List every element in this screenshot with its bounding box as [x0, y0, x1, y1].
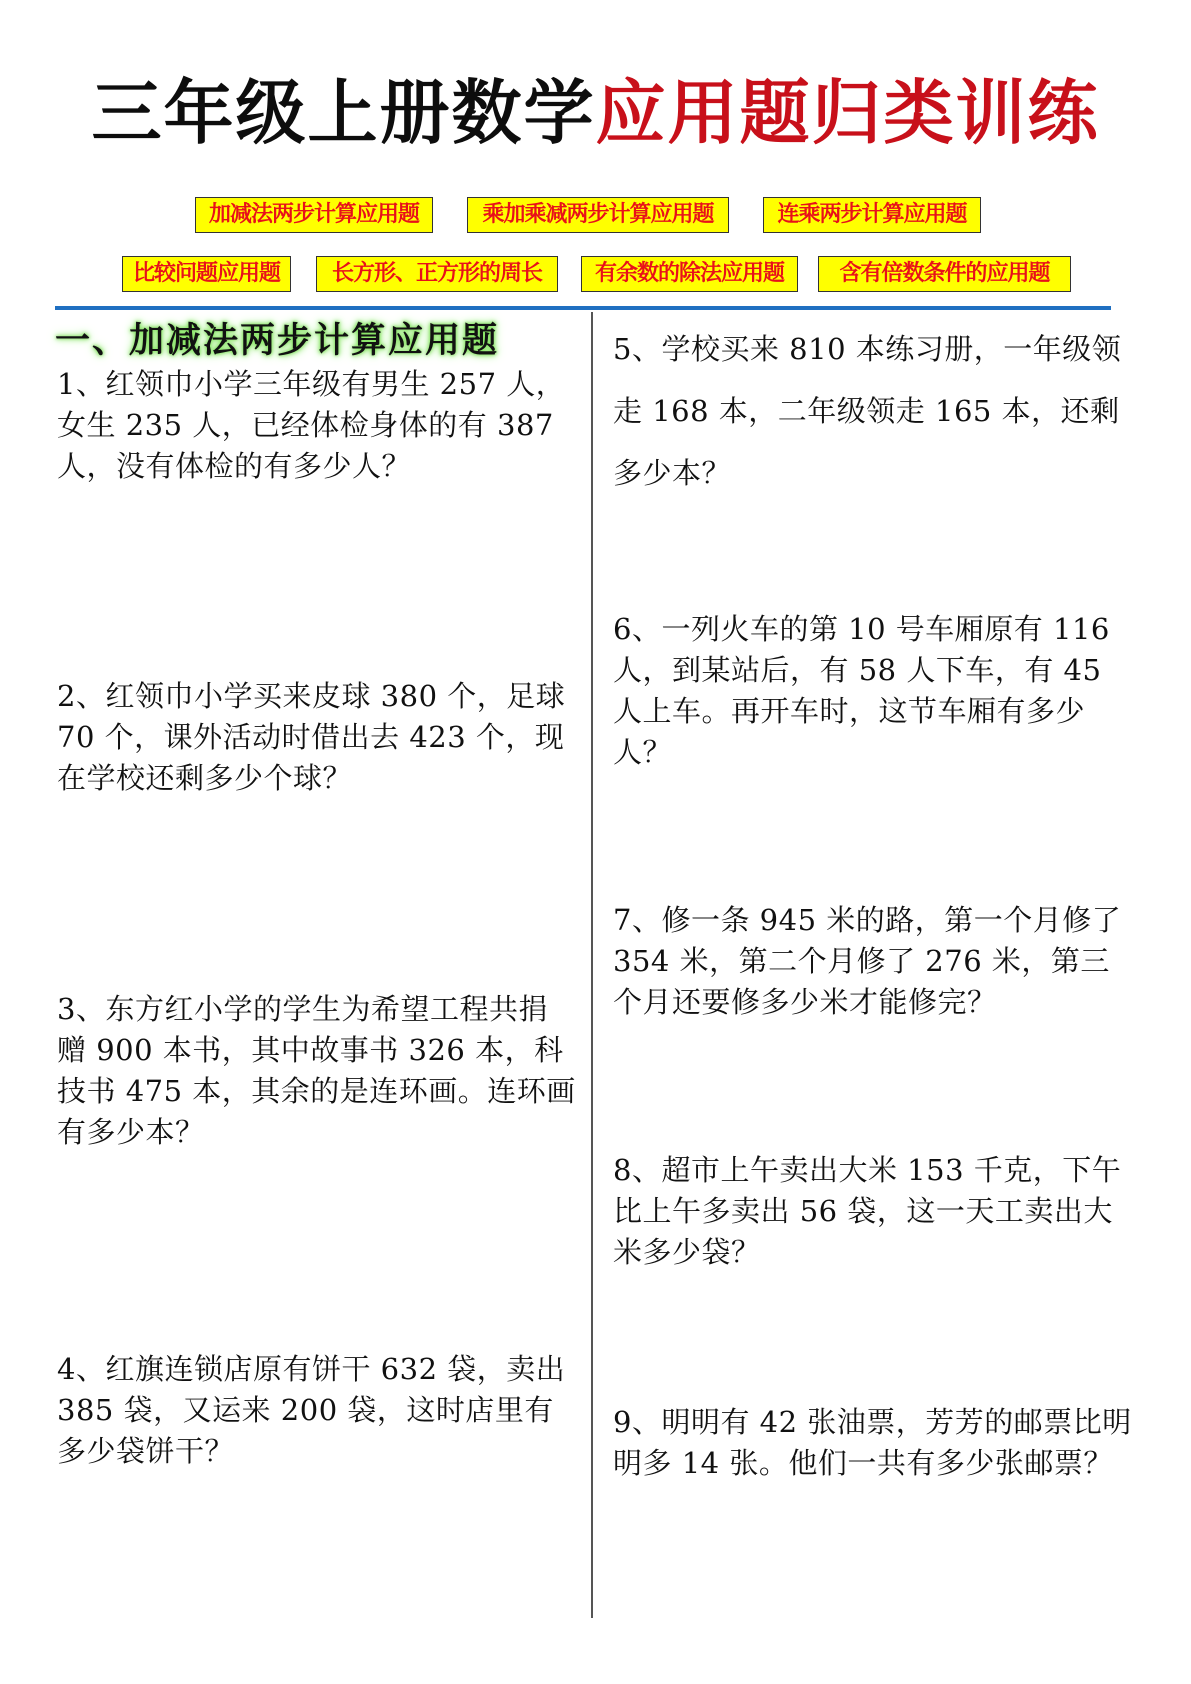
question-1: 1、红领巾小学三年级有男生 257 人，女生 235 人，已经体检身体的有 387 人，没有体检的有多少人？ — [57, 367, 566, 483]
question-4: 4、红旗连锁店原有饼干 632 袋，卖出 385 袋，又运来 200 袋，这时店里有多少袋饼干？ — [57, 1352, 566, 1468]
title-red-part: 应用题归类训练 — [595, 72, 1100, 154]
page-title — [0, 68, 1191, 158]
tag-comparison-problems[interactable]: 比较问题应用题 — [122, 256, 291, 292]
tag-continuous-multiply[interactable]: 连乘两步计算应用题 — [763, 197, 981, 233]
tag-division-remainder[interactable]: 有余数的除法应用题 — [581, 256, 798, 292]
question-6: 6、一列火车的第 10 号车厢原有 116 人，到某站后，有 58 人下车，有 45 人上车。再开车时，这节车厢有多少人？ — [613, 612, 1110, 769]
column-divider — [591, 312, 593, 1618]
section-divider-rule — [55, 306, 1111, 310]
tag-perimeter[interactable]: 长方形、正方形的周长 — [316, 256, 558, 292]
tag-multiply-add-subtract[interactable]: 乘加乘减两步计算应用题 — [467, 197, 729, 233]
section-heading: 一、加减法两步计算应用题 — [55, 320, 500, 361]
question-7: 7、修一条 945 米的路，第一个月修了 354 米，第二个月修了 276 米，第三个月还要修多少米才能修完？ — [613, 903, 1122, 1019]
question-9: 9、明明有 42 张油票，芳芳的邮票比明明多 14 张。他们一共有多少张邮票？ — [613, 1405, 1132, 1480]
tag-multiple-conditions[interactable]: 含有倍数条件的应用题 — [818, 256, 1071, 292]
question-2: 2、红领巾小学买来皮球 380 个，足球 70 个，课外活动时借出去 423 个，现在学校还剩多少个球？ — [57, 679, 566, 795]
title-black-part: 三年级上册数学 — [91, 72, 596, 154]
question-8: 8、超市上午卖出大米 153 千克，下午比上午多卖出 56 袋，这一天工卖出大米多少袋？ — [613, 1153, 1122, 1269]
question-5: 5、学校买来 810 本练习册，一年级领走 168 本，二年级领走 165 本，还剩多少本？ — [613, 332, 1122, 490]
question-3: 3、东方红小学的学生为希望工程共捐赠 900 本书，其中故事书 326 本，科技书 475 本，其余的是连环画。连环画有多少本？ — [57, 992, 576, 1149]
tag-add-subtract-two-step[interactable]: 加减法两步计算应用题 — [195, 197, 433, 233]
